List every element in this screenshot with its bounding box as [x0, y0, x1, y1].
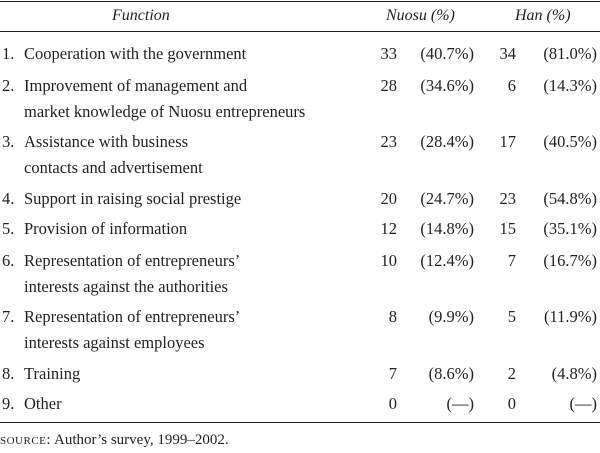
han-count: 15	[499, 219, 516, 238]
row-number: 5.	[2, 219, 15, 238]
row-function-line: Other	[24, 394, 62, 413]
nuosu-percent: (40.7%)	[420, 44, 474, 63]
han-count: 6	[507, 76, 516, 95]
header-rule	[0, 31, 600, 32]
nuosu-count: 7	[388, 364, 397, 383]
han-percent: (—)	[569, 394, 597, 413]
row-function	[24, 216, 364, 242]
row-function	[24, 304, 364, 356]
han-count: 7	[507, 251, 516, 270]
source-label: source:	[0, 432, 52, 448]
han-percent: (4.8%)	[551, 364, 597, 383]
header-han: Han (%)	[515, 7, 571, 24]
header-nuosu: Nuosu (%)	[386, 7, 455, 24]
nuosu-percent: (24.7%)	[420, 189, 474, 208]
row-number: 4.	[2, 189, 15, 208]
row-function-line: Cooperation with the government	[24, 44, 247, 63]
han-percent: (40.5%)	[543, 132, 597, 151]
row-function-line: Representation of entrepreneurs’	[24, 307, 241, 326]
han-percent: (11.9%)	[544, 307, 597, 326]
nuosu-count: 12	[380, 219, 397, 238]
nuosu-count: 10	[380, 251, 397, 270]
han-percent: (81.0%)	[543, 44, 597, 63]
row-function	[24, 361, 364, 387]
han-percent: (54.8%)	[543, 189, 597, 208]
nuosu-percent: (9.9%)	[428, 307, 474, 326]
nuosu-percent: (—)	[446, 394, 474, 413]
han-count: 17	[499, 132, 516, 151]
source-note	[0, 431, 229, 449]
nuosu-percent: (8.6%)	[428, 364, 474, 383]
nuosu-percent: (28.4%)	[420, 132, 474, 151]
nuosu-count: 20	[380, 189, 397, 208]
nuosu-count: 33	[380, 44, 397, 63]
han-percent: (35.1%)	[543, 219, 597, 238]
row-number: 8.	[2, 364, 15, 383]
row-function-line: interests against employees	[24, 333, 205, 352]
row-function-line: Provision of information	[24, 219, 188, 238]
row-function-line: interests against the authorities	[24, 277, 228, 296]
row-function-line: Improvement of management and	[24, 76, 248, 95]
row-function-line: Representation of entrepreneurs’	[24, 251, 241, 270]
row-function	[24, 129, 364, 181]
han-count: 2	[507, 364, 516, 383]
row-function	[24, 186, 364, 212]
row-function-line: contacts and advertisement	[24, 158, 203, 177]
row-function	[24, 73, 364, 125]
row-number: 2.	[2, 76, 15, 95]
nuosu-count: 0	[388, 394, 397, 413]
row-function-line: Training	[24, 364, 81, 383]
row-function	[24, 248, 364, 300]
source-text: Author’s survey, 1999–2002.	[54, 432, 229, 448]
nuosu-percent: (12.4%)	[420, 251, 474, 270]
header-function: Function	[112, 7, 170, 24]
row-function	[24, 391, 364, 417]
row-number: 7.	[2, 307, 15, 326]
nuosu-count: 28	[380, 76, 397, 95]
nuosu-percent: (14.8%)	[420, 219, 474, 238]
row-number: 9.	[2, 394, 15, 413]
bottom-rule	[0, 422, 600, 423]
row-number: 6.	[2, 251, 15, 270]
top-rule	[0, 1, 600, 2]
row-number: 1.	[2, 44, 15, 63]
row-number: 3.	[2, 132, 15, 151]
row-function	[24, 41, 364, 67]
han-percent: (14.3%)	[543, 76, 597, 95]
row-function-line: Assistance with business	[24, 132, 189, 151]
nuosu-percent: (34.6%)	[420, 76, 474, 95]
row-function-line: Support in raising social prestige	[24, 189, 242, 208]
han-percent: (16.7%)	[543, 251, 597, 270]
row-function-line: market knowledge of Nuosu entrepreneurs	[24, 102, 306, 121]
nuosu-count: 23	[380, 132, 397, 151]
han-count: 0	[507, 394, 516, 413]
nuosu-count: 8	[388, 307, 397, 326]
han-count: 5	[507, 307, 516, 326]
han-count: 34	[499, 44, 516, 63]
han-count: 23	[499, 189, 516, 208]
